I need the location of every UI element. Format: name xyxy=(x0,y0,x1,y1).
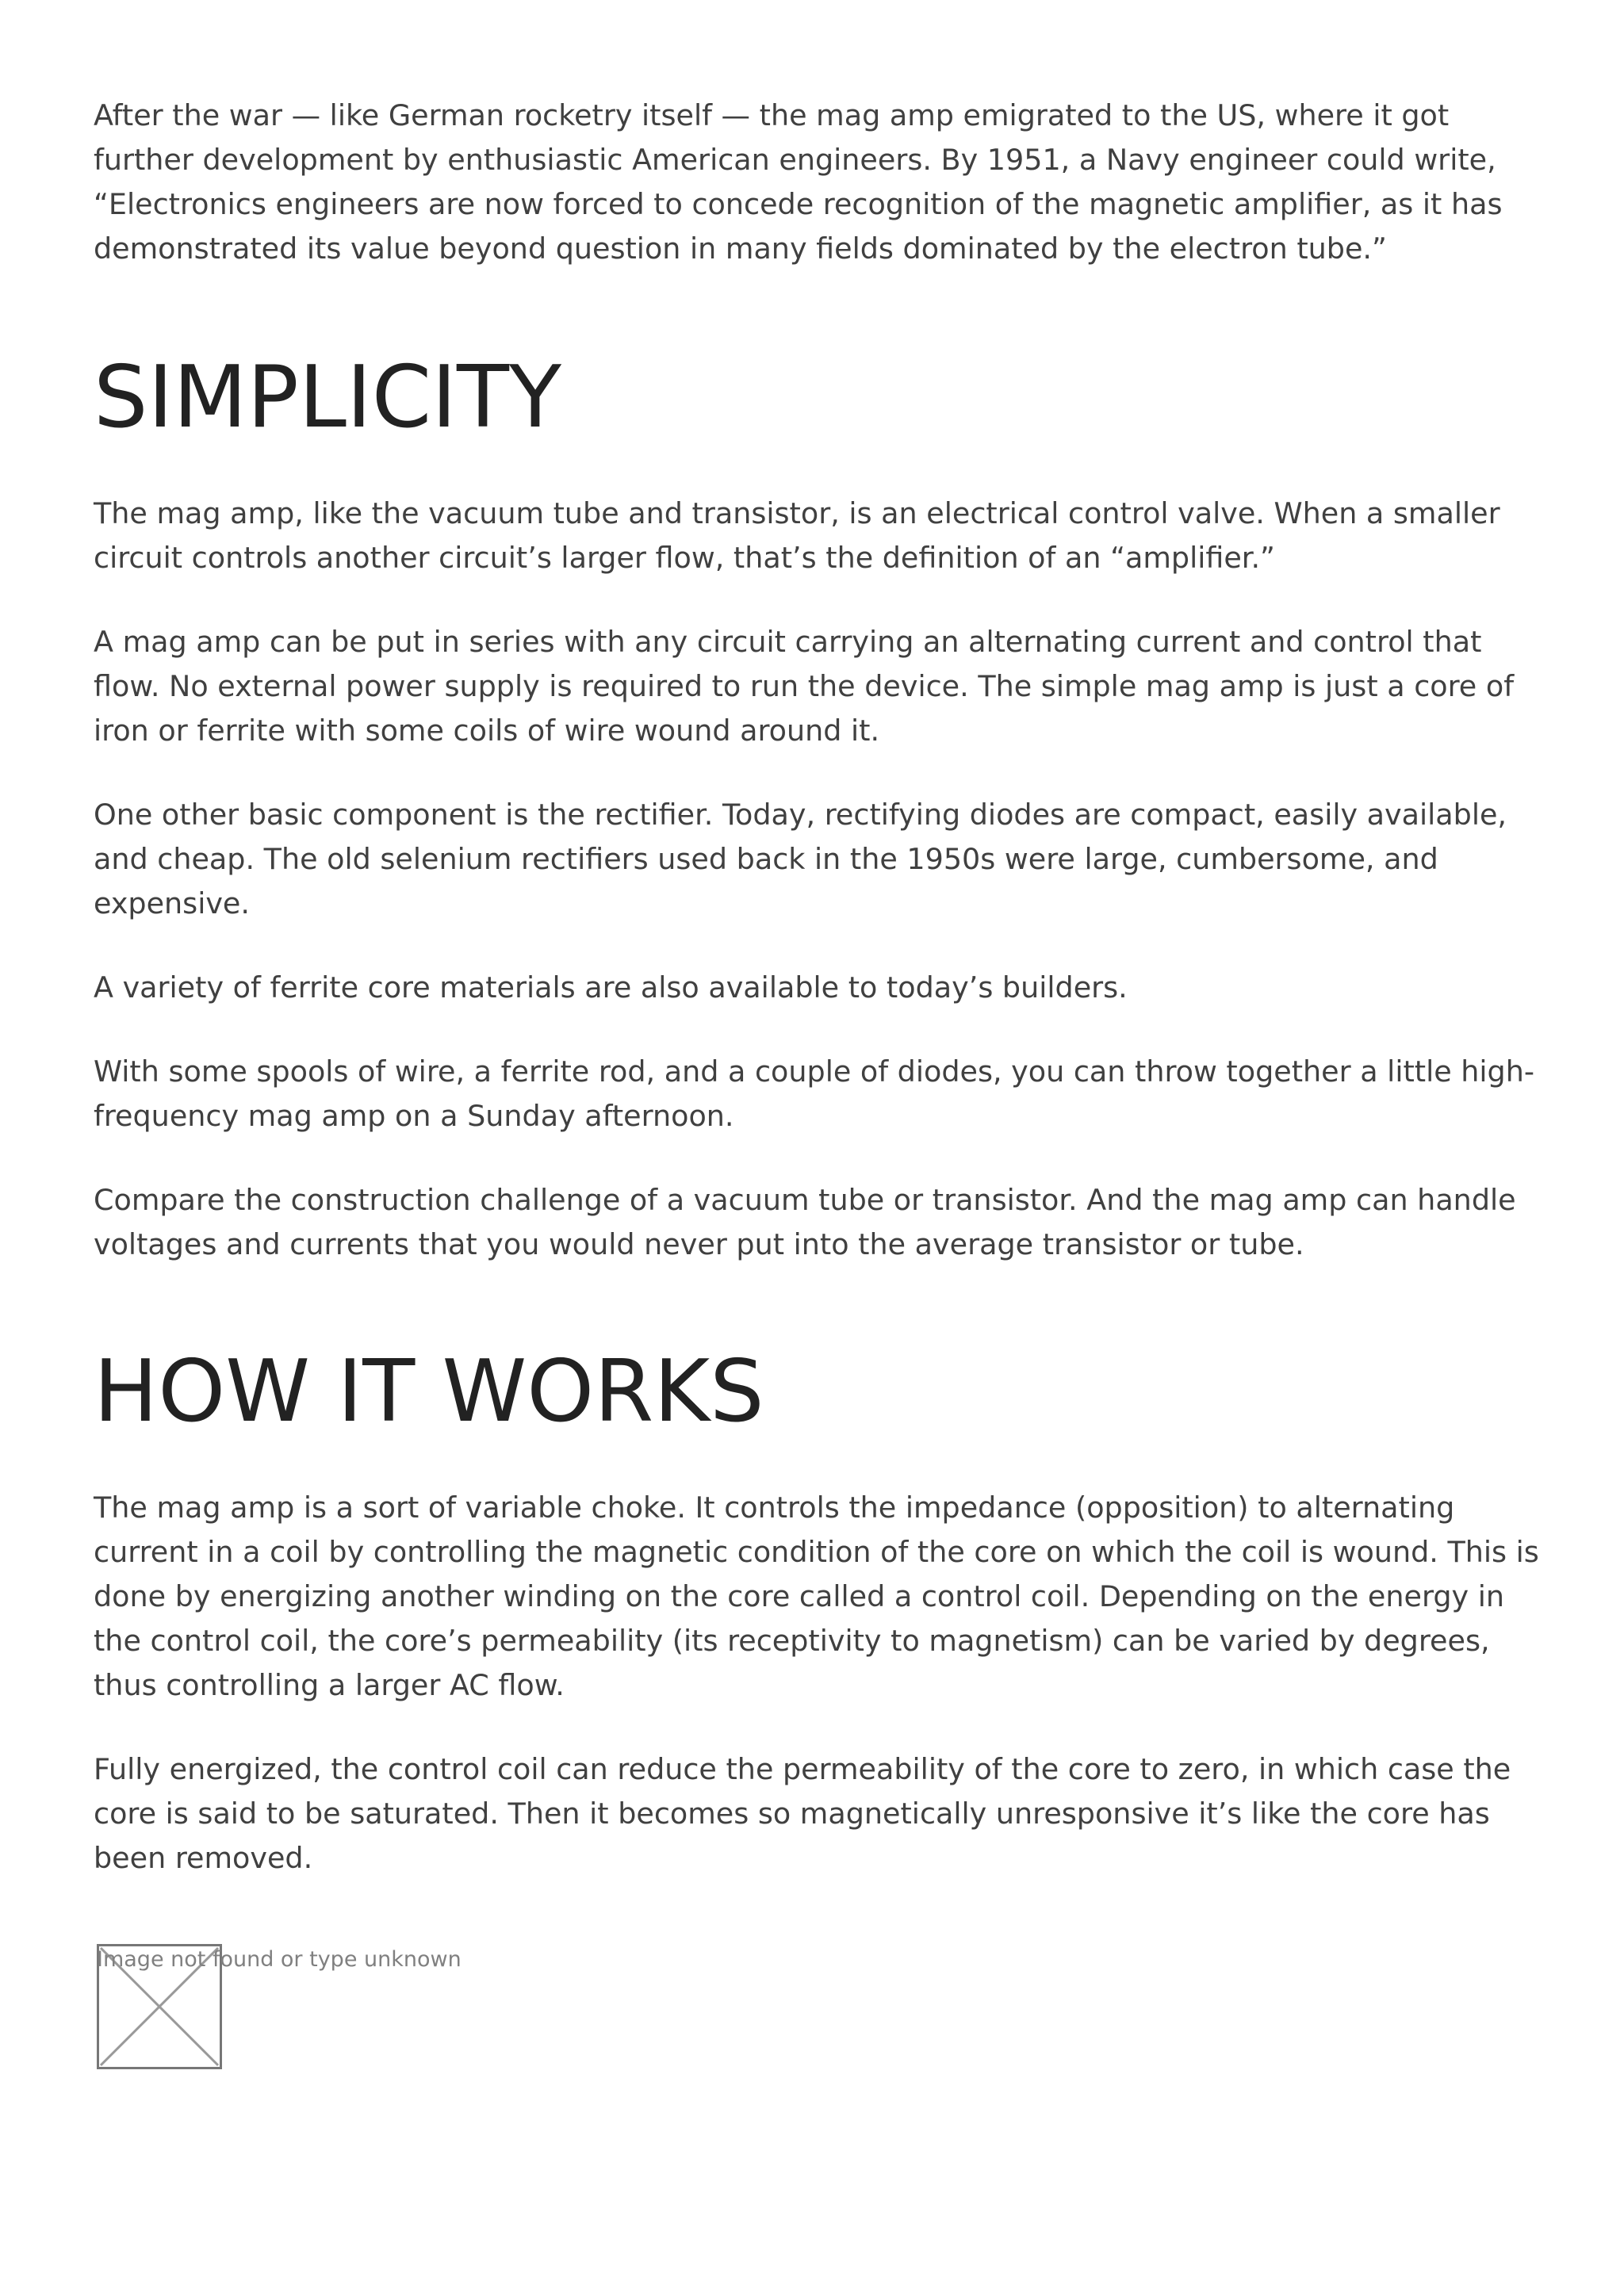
how-it-works-paragraph-1: The mag amp is a sort of variable choke. It controls the impedance (opposition) to alternating current in a coil by controlling the magnetic condition of the core on which the coil is wound. This is done by energizing another winding on the core called a control coil. Depending on the energy in the control coil, the core’s permeability (its receptivity to magnetism) can be varied by degrees, thus controlling a larger AC flow. xyxy=(94,1490,1539,1702)
section-heading-how-it-works: HOW IT WORKS xyxy=(94,1342,764,1441)
article-body xyxy=(94,94,1545,1881)
simplicity-paragraph-4: A variety of ferrite core materials are also available to today’s builders. xyxy=(94,970,1128,1004)
simplicity-paragraph-1: The mag amp, like the vacuum tube and transistor, is an electrical control valve. When a smaller circuit controls another circuit’s larger flow, that’s the definition of an “amplifier.” xyxy=(94,496,1500,575)
simplicity-paragraph-6: Compare the construction challenge of a vacuum tube or transistor. And the mag amp can handle voltages and currents that you would never put into the average transistor or tube. xyxy=(94,1183,1516,1261)
simplicity-paragraph-2: A mag amp can be put in series with any circuit carrying an alternating current and control that flow. No external power supply is required to run the device. The simple mag amp is just a core of iron or ferrite with some coils of wire wound around it. xyxy=(94,625,1515,748)
intro-paragraph: After the war — like German rocketry itself — the mag amp emigrated to the US, where it got further development by enthusiastic American engineers. By 1951, a Navy engineer could write, “Electronics engineers are now forced to concede recognition of the magnetic amplifier, as it has demonstrated its value beyond question in many fields dominated by the electron tube.” xyxy=(94,98,1503,266)
broken-image-alt-text: Image not found or type unknown xyxy=(97,1947,462,1972)
how-it-works-paragraph-2: Fully energized, the control coil can reduce the permeability of the core to zero, in which case the core is said to be saturated. Then it becomes so magnetically unresponsive it’s like the core has been removed. xyxy=(94,1752,1511,1875)
section-heading-simplicity: SIMPLICITY xyxy=(94,348,561,447)
simplicity-paragraph-3: One other basic component is the rectifier. Today, rectifying diodes are compact, easily available, and cheap. The old selenium rectifiers used back in the 1950s were large, cumbersome, and expensive. xyxy=(94,798,1507,920)
simplicity-paragraph-5: With some spools of wire, a ferrite rod, and a couple of diodes, you can throw together a little high-frequency mag amp on a Sunday afternoon. xyxy=(94,1054,1535,1133)
